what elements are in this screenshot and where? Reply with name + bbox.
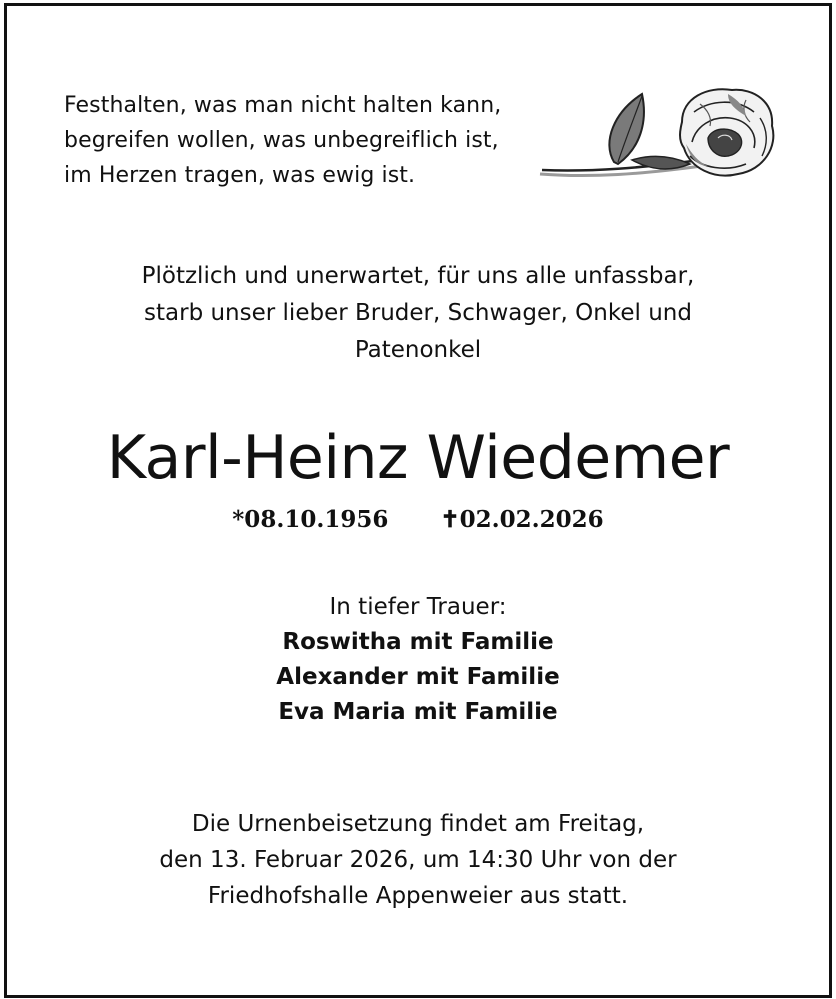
mourners	[0, 590, 836, 730]
birth-date: *08.10.1956	[232, 506, 389, 533]
poem-line: im Herzen tragen, was ewig ist.	[64, 163, 416, 188]
intro-line: Patenonkel	[354, 337, 482, 363]
mourner-name: Roswitha mit Familie	[282, 629, 554, 655]
mourner-name: Alexander mit Familie	[276, 664, 560, 690]
poem-line: Festhalten, was man nicht halten kann,	[64, 93, 502, 118]
intro-line: starb unser lieber Bruder, Schwager, Onkel und	[144, 300, 692, 326]
notice-line: Friedhofshalle Appenweier aus statt.	[207, 883, 629, 909]
intro-line: Plötzlich und unerwartet, für uns alle unfassbar,	[141, 263, 695, 289]
deceased-name: Karl-Heinz Wiedemer	[106, 423, 730, 493]
rose-icon	[532, 82, 782, 202]
notice-line: den 13. Februar 2026, um 14:30 Uhr von der	[159, 847, 677, 873]
mourner-name: Eva Maria mit Familie	[278, 699, 558, 725]
death-date: ✝02.02.2026	[440, 506, 604, 533]
poem	[64, 88, 501, 193]
poem-line: begreifen wollen, was unbegreiflich ist,	[64, 128, 499, 153]
notice-line: Die Urnenbeisetzung findet am Freitag,	[191, 811, 645, 837]
life-dates	[0, 503, 836, 537]
death-announcement-intro	[0, 258, 836, 369]
funeral-notice	[0, 806, 836, 914]
mourners-heading: In tiefer Trauer:	[329, 594, 507, 620]
